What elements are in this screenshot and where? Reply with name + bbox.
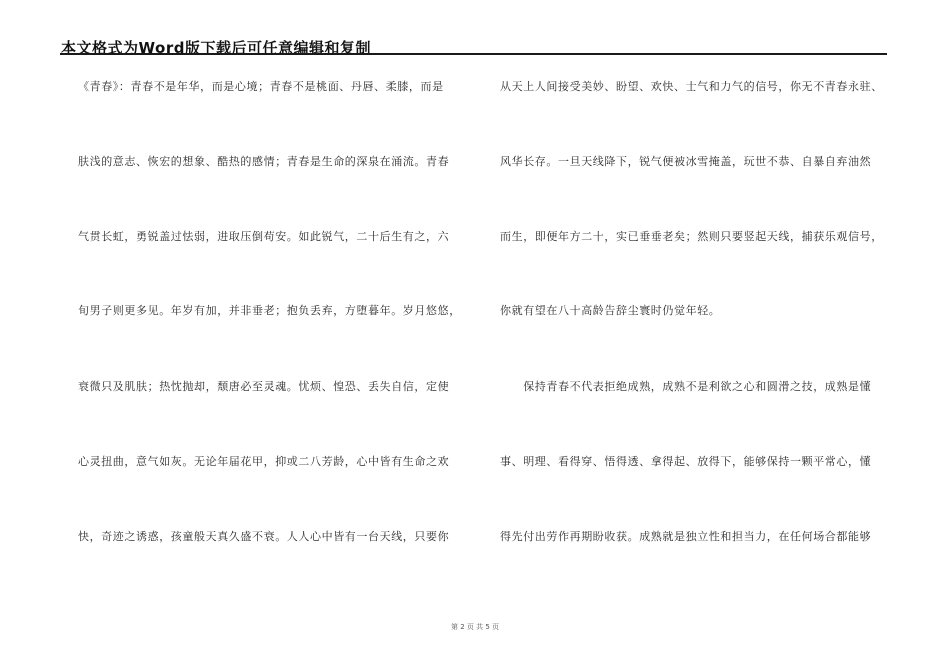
text-line: 《青春》：青春不是年华，而是心境；青春不是桃面、丹唇、柔膝，而是 bbox=[78, 80, 444, 93]
text-line: 心灵扭曲，意气如灰。无论年届花甲，抑或二八芳龄，心中皆有生命之欢 bbox=[78, 455, 450, 468]
text-line: 气贯长虹，勇锐盖过怯弱，进取压倒苟安。如此锐气，二十后生有之，六 bbox=[78, 230, 450, 243]
text-line: 事、明理、看得穿、悟得透、拿得起、放得下，能够保持一颗平常心，懂 bbox=[500, 455, 872, 468]
text-line: 衰微只及肌肤；热忱抛却，颓唐必至灵魂。忧烦、惶恐、丢失自信，定使 bbox=[78, 380, 450, 393]
text-line: 肤浅的意志、恢宏的想象、酷热的感情；青春是生命的深泉在涌流。青春 bbox=[78, 155, 450, 168]
text-line: 而生，即便年方二十，实已垂垂老矣；然则只要竖起天线，捕获乐观信号， bbox=[500, 230, 883, 243]
text-line: 从天上人间接受美妙、盼望、欢快、士气和力气的信号，你无不青春永驻、 bbox=[500, 80, 883, 93]
page-number-footer: 第 2 页 共 5 页 bbox=[450, 623, 500, 631]
header-divider bbox=[60, 53, 887, 55]
text-line: 旬男子则更多见。年岁有加，并非垂老；抱负丢弃，方堕暮年。岁月悠悠， bbox=[78, 304, 461, 317]
text-line: 快，奇迹之诱惑，孩童般天真久盛不衰。人人心中皆有一台天线，只要你 bbox=[78, 530, 450, 543]
text-line: 保持青春不代表拒绝成熟，成熟不是利欲之心和圆滑之技，成熟是懂 bbox=[500, 380, 872, 393]
document-header-title: 本文格式为Word版下载后可任意编辑和复制 bbox=[61, 39, 371, 57]
text-line: 风华长存。一旦天线降下，锐气便被冰雪掩盖，玩世不恭、自暴自弃油然 bbox=[500, 155, 872, 168]
text-line: 你就有望在八十高龄告辞尘寰时仍觉年轻。 bbox=[500, 304, 721, 317]
text-line: 得先付出劳作再期盼收获。成熟就是独立性和担当力，在任何场合都能够 bbox=[500, 530, 872, 543]
